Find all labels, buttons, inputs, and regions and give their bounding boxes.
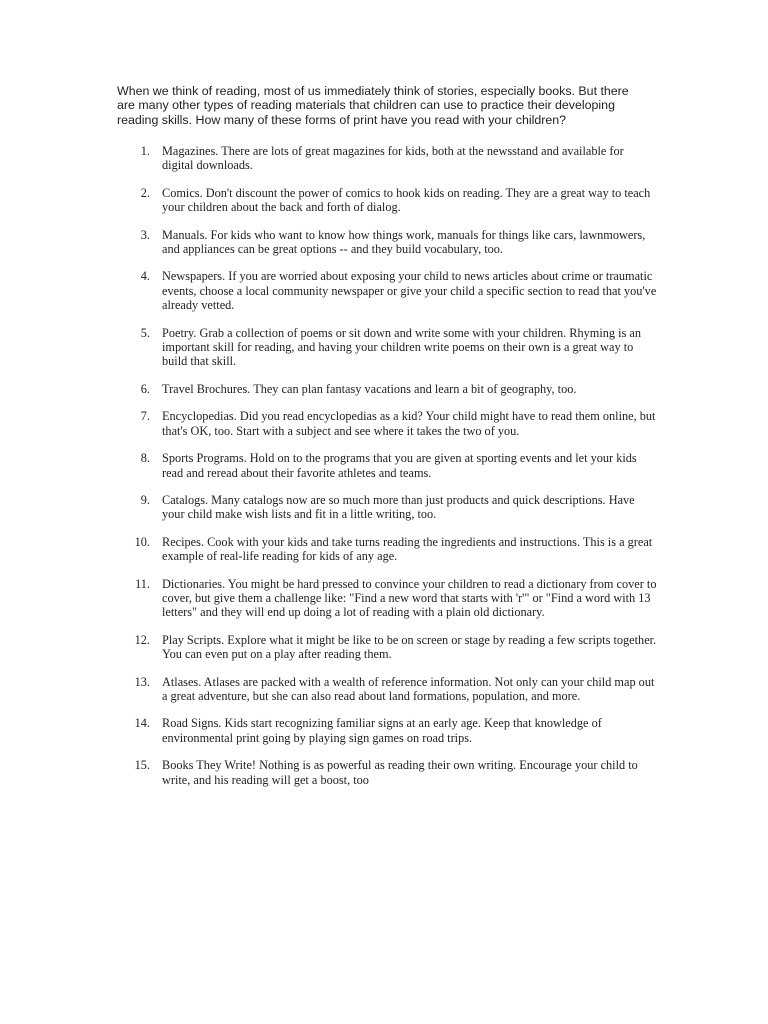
- list-item-number: 11.: [135, 576, 150, 591]
- list-item-text: Sports Programs. Hold on to the programs that you are given at sporting events and let your kids read and reread about their favorite athletes and teams.: [162, 451, 637, 480]
- list-item: [117, 493, 657, 522]
- list-item-text: Comics. Don't discount the power of comics to hook kids on reading. They are a great way to teach your children about the back and forth of dialog.: [162, 185, 651, 215]
- list-item-text: Travel Brochures. They can plan fantasy vacations and learn a bit of geography, too.: [162, 381, 577, 396]
- list-item-text: Poetry. Grab a collection of poems or sit down and write some with your children. Rhyming is an important skill for reading, and having your children write poems on their own is a great way to build that skill.: [162, 325, 642, 369]
- list-item: [117, 716, 657, 745]
- list-item: [117, 409, 657, 438]
- list-item-number: 10.: [134, 534, 150, 549]
- list-item: [117, 326, 657, 369]
- list-item-number: 7.: [140, 409, 150, 424]
- list-item-text: Catalogs. Many catalogs now are so much more than just products and quick descriptions. Have your child make wish lists and fit in a little writing, too.: [162, 492, 635, 522]
- list-item-number: 5.: [140, 325, 150, 340]
- list-item: [117, 758, 657, 787]
- intro-paragraph: When we think of reading, most of us immediately think of stories, especially books. But there are many other types of reading materials that children can use to practice their developing reading skills. How many of these forms of print have you read with your children?: [117, 84, 629, 127]
- list-item: [117, 535, 657, 564]
- list-item-text: Play Scripts. Explore what it might be like to be on screen or stage by reading a few scripts together. You can even put on a play after reading them.: [162, 632, 657, 662]
- list-item-text: Magazines. There are lots of great magazines for kids, both at the newsstand and available for digital downloads.: [162, 144, 624, 173]
- list-item-number: 12.: [134, 632, 150, 647]
- list-item-number: 4.: [140, 269, 150, 284]
- list-item: [117, 144, 657, 173]
- list-item-number: 15.: [134, 758, 150, 773]
- list-item-text: Dictionaries. You might be hard pressed to convince your children to read a dictionary from cover to cover, but give them a challenge like: "Find a new word that starts with 'r'" or "Find a word with 13 letters" and they will end up doing a lot of reading with a plain old dictionary.: [162, 576, 657, 620]
- list-item-text: Manuals. For kids who want to know how things work, manuals for things like cars, lawnmowers, and appliances can be great options -- and they build vocabulary, too.: [162, 227, 646, 257]
- list-item-text: Recipes. Cook with your kids and take turns reading the ingredients and instructions. This is a great example of real-life reading for kids of any age.: [162, 534, 653, 564]
- list-item-text: Atlases. Atlases are packed with a wealth of reference information. Not only can your child map out a great adventure, but she can also read about land formations, population, and more.: [162, 674, 655, 703]
- list-item-number: 6.: [140, 381, 150, 396]
- list-item: [117, 382, 657, 396]
- list-item: [117, 675, 657, 704]
- list-item: [117, 451, 657, 480]
- list-item-number: 14.: [134, 716, 150, 731]
- list-item-text: Road Signs. Kids start recognizing familiar signs at an early age. Keep that knowledge of environmental print going by playing sign games on road trips.: [162, 716, 602, 745]
- list-item: [117, 633, 657, 662]
- list-item-number: 1.: [140, 144, 150, 158]
- list-item-number: 13.: [134, 674, 150, 689]
- list-item: [117, 269, 657, 312]
- list-item-text: Books They Write! Nothing is as powerful as reading their own writing. Encourage your child to write, and his reading will get a boost, too: [162, 758, 638, 787]
- list-item: [117, 577, 657, 620]
- list-item-text: Encyclopedias. Did you read encyclopedias as a kid? Your child might have to read them online, but that's OK, too. Start with a subject and see where it takes the two of you.: [162, 409, 656, 438]
- list-item-number: 2.: [140, 185, 150, 200]
- list-item-number: 9.: [140, 492, 150, 507]
- list-item-number: 8.: [140, 451, 150, 466]
- reading-materials-list: [117, 144, 657, 800]
- list-item-number: 3.: [140, 227, 150, 242]
- list-item: [117, 228, 657, 257]
- list-item-text: Newspapers. If you are worried about exposing your child to news articles about crime or traumatic events, choose a local community newspaper or give your child a specific section to read that you've already vetted.: [162, 269, 657, 313]
- list-item: [117, 186, 657, 215]
